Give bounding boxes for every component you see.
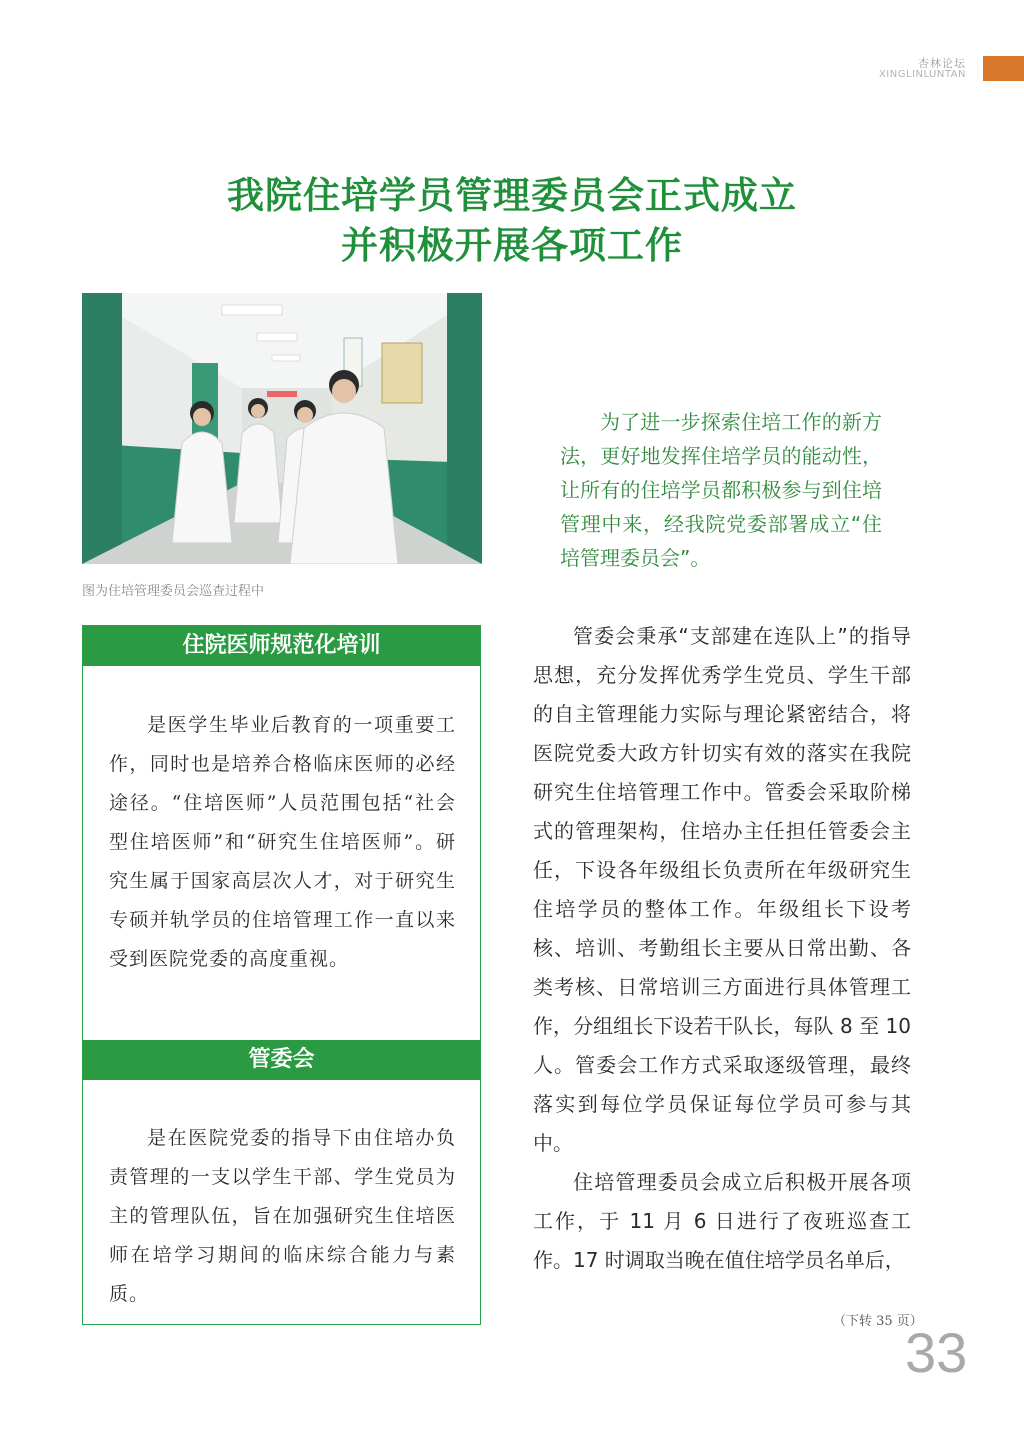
body-column	[533, 617, 911, 1280]
sidebar-text-2: 是在医院党委的指导下由住培办负责管理的一支以学生干部、学生党员为主的管理队伍，旨在加强研究生住培医师在培学习期间的临床综合能力与素质。	[109, 1127, 456, 1305]
sidebar-heading-2: 管委会	[83, 1040, 480, 1080]
intro-paragraph: 为了进一步探索住培工作的新方法，更好地发挥住培学员的能动性，让所有的住培学员都积极参与到住培管理中来，经我院党委部署成立“住培管理委员会”。	[560, 410, 882, 570]
sidebar-box	[82, 625, 481, 1325]
sidebar-text-1: 是医学生毕业后教育的一项重要工作，同时也是培养合格临床医师的必经途径。“住培医师”人员范围包括“社会型住培医师”和“研究生住培医师”。研究生属于国家高层次人才，对于研究生专硕并轨学员的住培管理工作一直以来受到医院党委的高度重视。	[109, 714, 456, 970]
sidebar-heading-1: 住院医师规范化培训	[83, 626, 480, 666]
body-paragraph-2: 住培管理委员会成立后积极开展各项工作，于 11 月 6 日进行了夜班巡查工作。17 时调取当晚在值住培学员名单后，	[533, 1170, 911, 1272]
title-line-1: 我院住培学员管理委员会正式成立	[227, 173, 797, 217]
section-accent-bar	[983, 56, 1024, 81]
title-line-2: 并积极开展各项工作	[341, 223, 683, 267]
article-title	[0, 170, 1024, 270]
photo-caption: 图为住培管理委员会巡查过程中	[82, 584, 265, 599]
section-label-en: XINGLINLUNTAN	[878, 69, 966, 80]
page-number: 33	[905, 1321, 968, 1384]
body-paragraph-1: 管委会秉承“支部建在连队上”的指导思想，充分发挥优秀学生党员、学生干部的自主管理能力实际与理论紧密结合，将医院党委大政方针切实有效的落实在我院研究生住培管理工作中。管委会采取阶梯式的管理架构，住培办主任担任管委会主任，下设各年级组长负责所在年级研究生住培学员的整体工作。年级组长下设考核、培训、考勤组长主要从日常出勤、各类考核、日常培训三方面进行具体管理工作，分组组长下设若干队长，每队 8 至 10 人。管委会工作方式采取逐级管理，最终落实到每位学员保证每位学员可参与其中。	[533, 624, 911, 1155]
article-photo	[82, 293, 482, 564]
continue-note: （下转 35 页）	[833, 1314, 923, 1329]
section-label-cn: 杏林论坛	[918, 57, 966, 70]
